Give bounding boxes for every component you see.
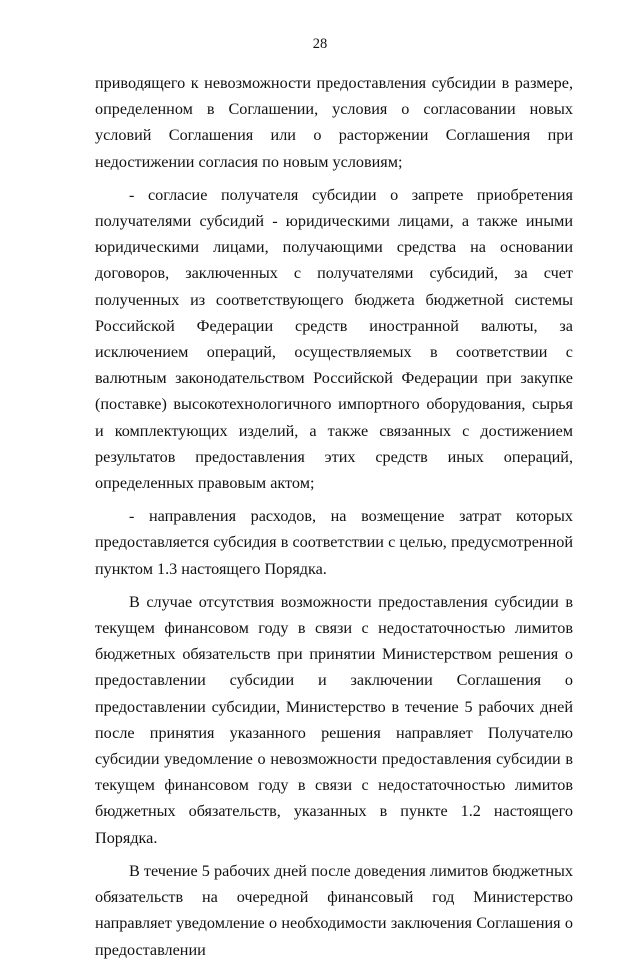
document-body <box>95 70 573 963</box>
page-number: 28 <box>312 36 328 52</box>
paragraph-no-subsidy-case: В случае отсутствия возможности предоставления субсидии в текущем финансовом году в связи с недостаточностью лимитов бюджетных обязательств при принятии Министерством решения о предоставлении субсидии и заключении Соглашения о предоставлении субсидии, Министерство в течение 5 рабочих дней после принятия указанного решения направляет Получателю субсидии уведомление о невозможности предоставления субсидии в текущем финансовом году в связи с недостаточностью лимитов бюджетных обязательств, указанных в пункте 1.2 настоящего Порядка. <box>95 592 573 847</box>
paragraph-continuation: приводящего к невозможности предоставления субсидии в размере, определенном в Соглашении, условия о согласовании новых условий Соглашения или о расторжении Соглашения при недостижении согласия по новым условиям; <box>95 74 573 171</box>
paragraph-notification: В течение 5 рабочих дней после доведения лимитов бюджетных обязательств на очередной финансовый год Министерство направляет уведомление о необходимости заключения Соглашения о предоставлении <box>95 861 573 959</box>
paragraph-list-item-currency: - согласие получателя субсидии о запрете приобретения получателями субсидий - юридическими лицами, а также иными юридическими лицами, получающими средства на основании договоров, заключенных с получателями субсидий, за счет полученных из соответствующего бюджета бюджетной системы Российской Федерации средств иностранной валюты, за исключением операций, осуществляемых в соответствии с валютным законодательством Российской Федерации при закупке (поставке) высокотехнологичного импортного оборудования, сырья и комплектующих изделий, а также связанных с достижением результатов предоставления этих средств иных операций, определенных правовым актом; <box>95 185 573 493</box>
paragraph-list-item-expenses: - направления расходов, на возмещение затрат которых предоставляется субсидия в соответствии с целью, предусмотренной пунктом 1.3 настоящего Порядка. <box>95 507 573 578</box>
